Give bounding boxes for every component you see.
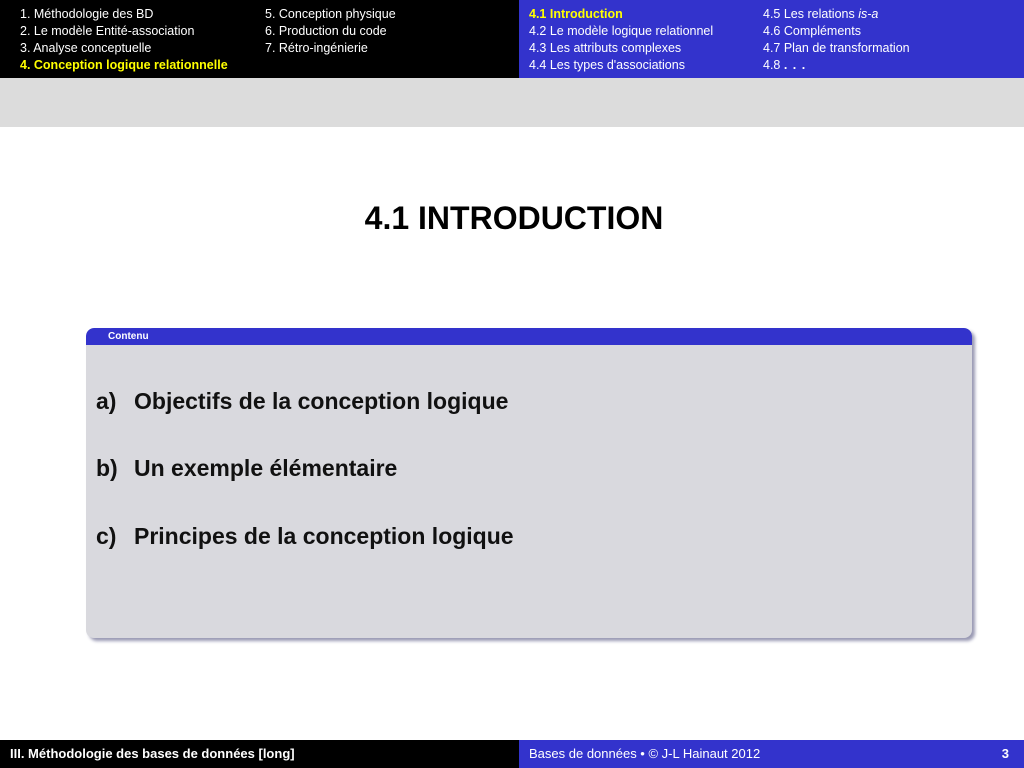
- slide-title: 4.1 INTRODUCTION: [364, 200, 664, 236]
- nav-section-1[interactable]: 1. Méthodologie des BD: [20, 7, 154, 21]
- content-block: [86, 328, 972, 638]
- nav-section-6[interactable]: 6. Production du code: [265, 24, 387, 38]
- nav-sections-col-1: [20, 6, 228, 74]
- nav-right-panel: [519, 0, 1024, 78]
- nav-subsection-4-7[interactable]: 4.7 Plan de transformation: [763, 41, 910, 55]
- footer-right: [519, 740, 1024, 768]
- nav-section-2[interactable]: 2. Le modèle Entité-association: [20, 24, 195, 38]
- content-item-b-marker: b): [96, 455, 118, 481]
- footer-copyright: Bases de données • © J-L Hainaut 2012: [529, 746, 761, 761]
- content-item-a-marker: a): [96, 388, 117, 414]
- content-item-c: [96, 523, 514, 550]
- content-item-a-text: Objectifs de la conception logique: [134, 388, 509, 414]
- footer-course-title: III. Méthodologie des bases de données [long]: [10, 746, 295, 761]
- nav-subsection-4-5-emph: is-a: [858, 7, 879, 21]
- page-number: 3: [1001, 746, 1009, 761]
- nav-subsection-4-3[interactable]: 4.3 Les attributs complexes: [529, 41, 682, 55]
- nav-sections-col-2: [265, 6, 396, 57]
- nav-left-panel: [0, 0, 519, 78]
- nav-subsection-4-4[interactable]: 4.4 Les types d'associations: [529, 58, 685, 72]
- nav-section-7[interactable]: 7. Rétro-ingénierie: [265, 41, 368, 55]
- content-item-c-text: Principes de la conception logique: [134, 523, 514, 549]
- nav-subsections-col-1: [529, 6, 713, 74]
- nav-subsection-4-8-prefix: 4.8: [763, 58, 784, 72]
- nav-subsection-4-1-active[interactable]: 4.1 Introduction: [529, 7, 623, 21]
- content-item-b-text: Un exemple élémentaire: [134, 455, 398, 481]
- nav-subsection-4-5-prefix: 4.5 Les relations: [763, 7, 859, 21]
- nav-subsection-4-6[interactable]: 4.6 Compléments: [763, 24, 861, 38]
- nav-subsection-4-8[interactable]: [763, 57, 910, 74]
- nav-subsections-col-2: [763, 6, 910, 74]
- content-item-b: [96, 455, 397, 482]
- footer-left: [0, 740, 519, 768]
- content-item-a: [96, 388, 508, 415]
- nav-section-5[interactable]: 5. Conception physique: [265, 7, 396, 21]
- nav-section-4-active[interactable]: 4. Conception logique relationnelle: [20, 58, 228, 72]
- nav-subsection-4-2[interactable]: 4.2 Le modèle logique relationnel: [529, 24, 714, 38]
- content-item-c-marker: c): [96, 523, 117, 549]
- nav-section-3[interactable]: 3. Analyse conceptuelle: [20, 41, 152, 55]
- nav-subsection-4-5[interactable]: [763, 6, 910, 23]
- header-band: [0, 78, 1024, 127]
- nav-subsection-4-8-dots: . . .: [783, 58, 807, 72]
- block-title: Contenu: [86, 328, 972, 345]
